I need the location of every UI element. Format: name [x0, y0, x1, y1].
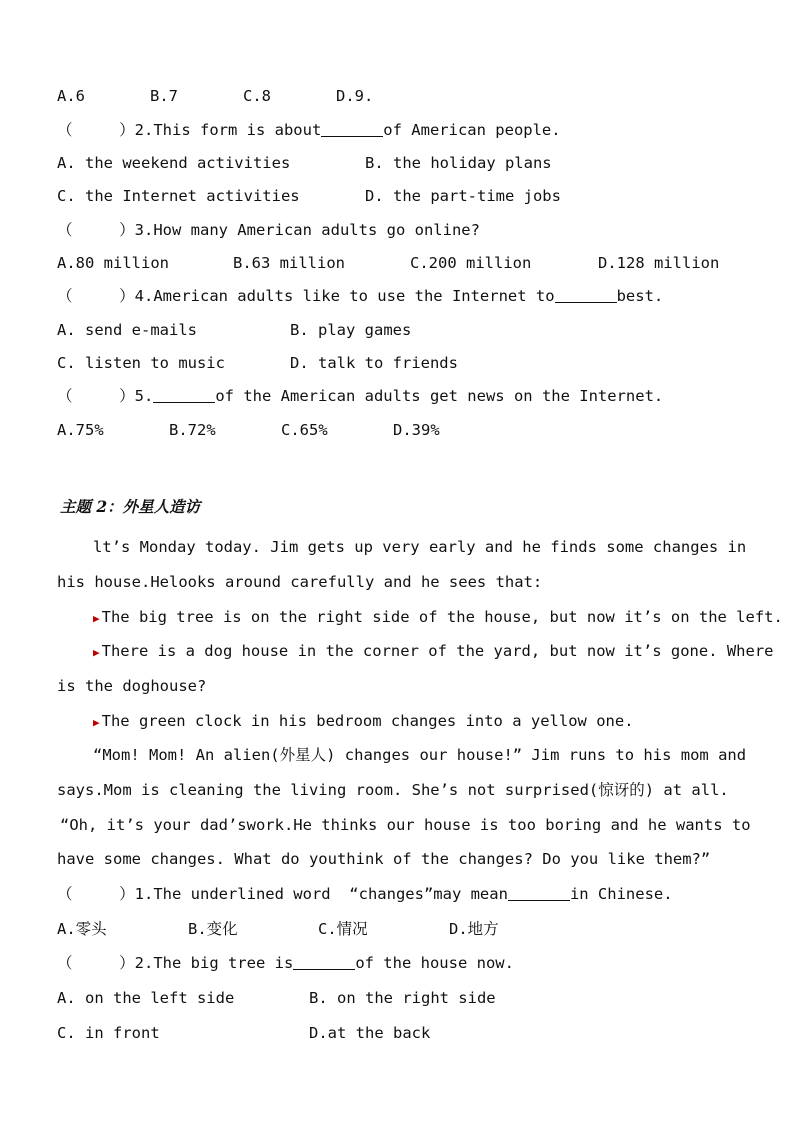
section-heading: 主题 2：外星人造访 — [60, 497, 201, 516]
option-d: D. the part-time jobs — [365, 187, 561, 205]
question-5: （ ）5. of the American adults get news on the Internet. — [57, 387, 664, 405]
option-a: A. on the left side — [57, 989, 235, 1007]
question-1: （ ）1.The underlined word “changes”may mean in Chinese. — [57, 885, 673, 903]
answer-blank — [321, 122, 383, 137]
question-3: （ ）3.How many American adults go online? — [57, 221, 480, 239]
paragraph-line: is the doghouse? — [57, 677, 207, 695]
option-a: A.80 million — [57, 254, 169, 272]
question-2: （ ）2.This form is about of American people. — [57, 121, 561, 139]
option-d: D.地方 — [449, 920, 499, 938]
paragraph-line: “Oh, it’s your dad’swork.He thinks our house is too boring and he wants to — [60, 816, 751, 834]
bullet-item: ▶ There is a dog house in the corner of the yard, but now it’s gone. Where — [93, 642, 774, 660]
answer-blank — [555, 288, 617, 303]
option-b: B.63 million — [233, 254, 345, 272]
option-c: C. the Internet activities — [57, 187, 300, 205]
bullet-item: ▶ The green clock in his bedroom changes into a yellow one. — [93, 712, 634, 730]
bullet-triangle-icon: ▶ — [93, 612, 100, 625]
option-a: A.零头 — [57, 920, 107, 938]
option-c: C.情况 — [318, 920, 368, 938]
option-c: C.8 — [243, 87, 271, 105]
question-4: （ ）4.American adults like to use the Internet to best. — [57, 287, 664, 305]
option-c: C.65% — [281, 421, 328, 439]
option-d: D.39% — [393, 421, 440, 439]
option-d: D. talk to friends — [290, 354, 458, 372]
bullet-triangle-icon: ▶ — [93, 646, 100, 659]
option-b: B. on the right side — [309, 989, 496, 1007]
paragraph-line: his house.Helooks around carefully and he sees that: — [57, 573, 543, 591]
option-b: B.72% — [169, 421, 216, 439]
option-b: B.7 — [150, 87, 178, 105]
option-a: A. send e-mails — [57, 321, 197, 339]
answer-blank — [293, 955, 355, 970]
option-a: A.6 — [57, 87, 85, 105]
option-c: C.200 million — [410, 254, 532, 272]
paragraph-line: lt’s Monday today. Jim gets up very early and he finds some changes in — [93, 538, 747, 556]
bullet-triangle-icon: ▶ — [93, 716, 100, 729]
option-b: B. the holiday plans — [365, 154, 552, 172]
paragraph-line: have some changes. What do youthink of the changes? Do you like them?” — [57, 850, 711, 868]
bullet-item: ▶ The big tree is on the right side of the house, but now it’s on the left. — [93, 608, 783, 626]
paragraph-line: says.Mom is cleaning the living room. She’s not surprised(惊讶的) at all. — [57, 781, 729, 799]
question-2: （ ）2.The big tree is of the house now. — [57, 954, 514, 972]
paragraph-line: “Mom! Mom! An alien(外星人) changes our house!” Jim runs to his mom and — [93, 746, 747, 764]
option-a: A.75% — [57, 421, 104, 439]
answer-blank — [508, 886, 570, 901]
option-c: C. in front — [57, 1024, 160, 1042]
option-c: C. listen to music — [57, 354, 225, 372]
option-d: D.9. — [336, 87, 374, 105]
option-a: A. the weekend activities — [57, 154, 291, 172]
option-d: D.at the back — [309, 1024, 431, 1042]
option-b: B. play games — [290, 321, 412, 339]
answer-blank — [153, 388, 215, 403]
option-b: B.变化 — [188, 920, 238, 938]
option-d: D.128 million — [598, 254, 720, 272]
